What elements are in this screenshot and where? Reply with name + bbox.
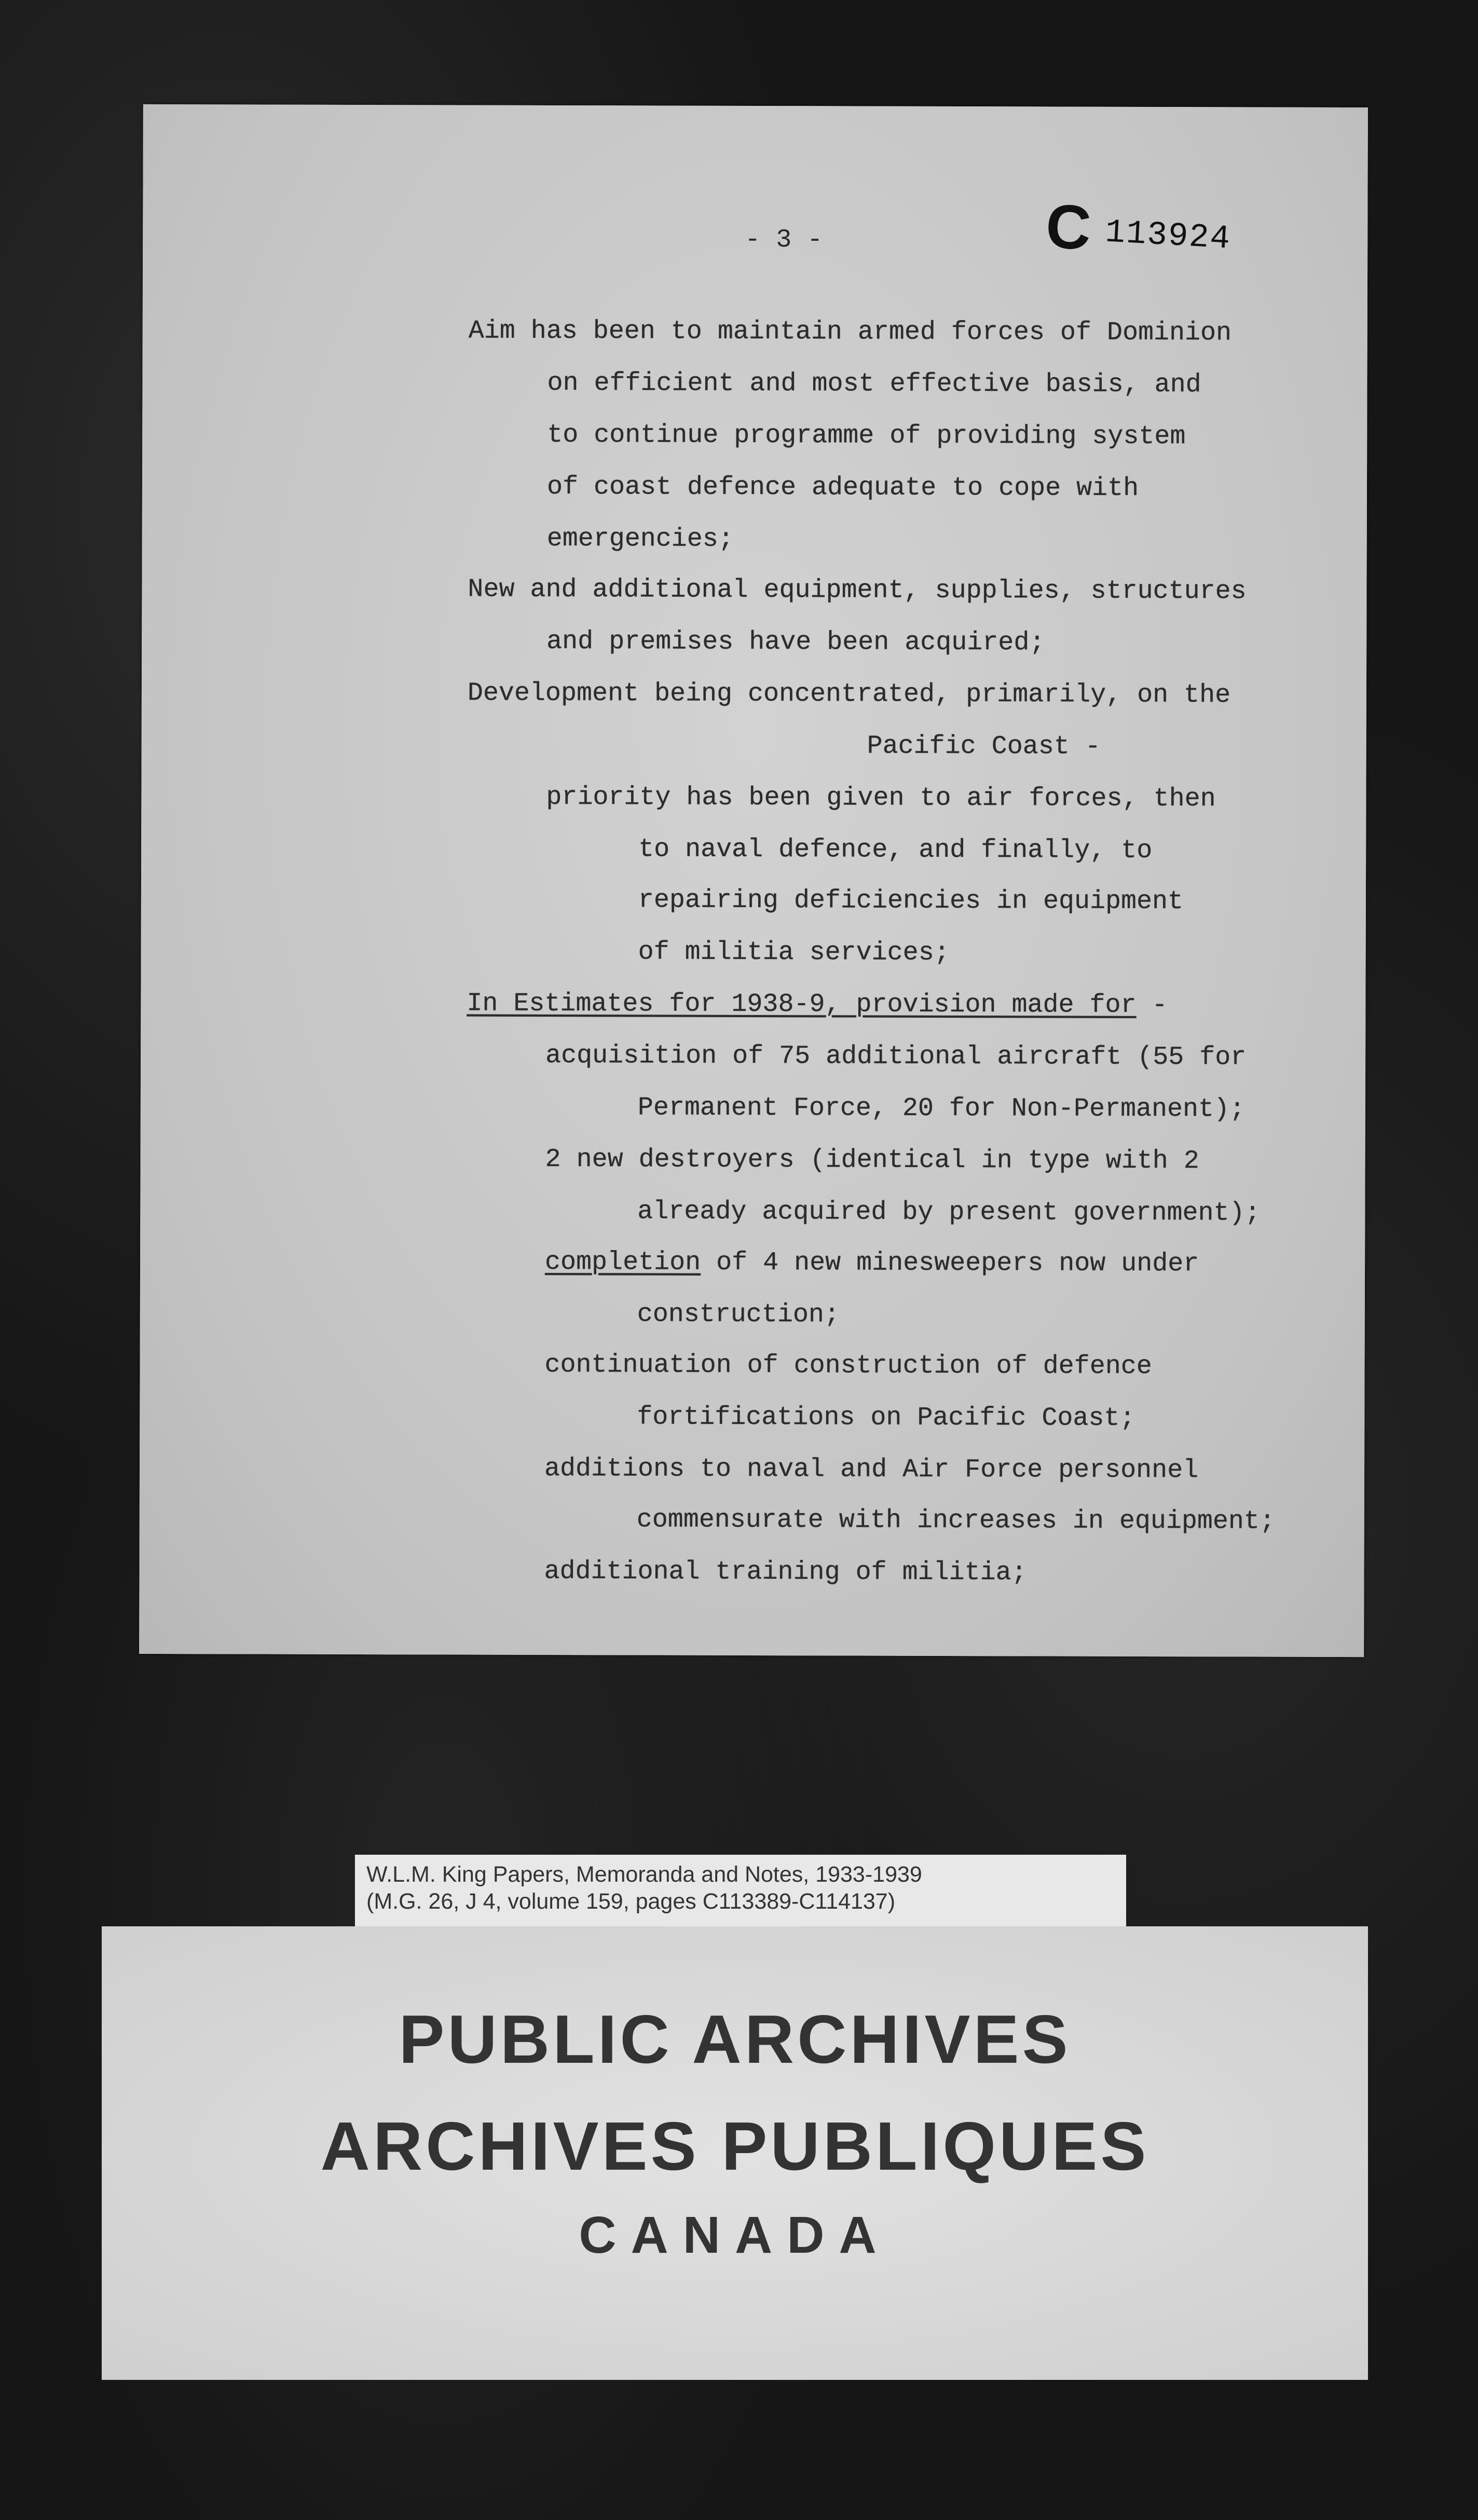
- text-line: already acquired by present government);: [637, 1197, 1261, 1228]
- collection-label-line: W.L.M. King Papers, Memoranda and Notes, 1933-1939: [366, 1862, 922, 1887]
- text-line: to continue programme of providing system: [547, 420, 1186, 452]
- text-line: to naval defence, and finally, to: [638, 834, 1153, 866]
- underlined-word: completion: [544, 1247, 701, 1278]
- public-archives-card: [102, 1926, 1368, 2380]
- text-line: continuation of construction of defence: [544, 1350, 1152, 1382]
- text-line: 2 new destroyers (identical in type with 2: [545, 1144, 1199, 1176]
- text-line: priority has been given to air forces, then: [546, 782, 1216, 814]
- stamp-number: 113924: [1104, 214, 1232, 258]
- collection-label-line: (M.G. 26, J 4, volume 159, pages C113389-C114137): [366, 1889, 896, 1914]
- text-line: emergencies;: [546, 524, 734, 554]
- archive-reference-stamp: [1044, 190, 1233, 271]
- text-line: construction;: [637, 1299, 840, 1330]
- collection-label: [355, 1855, 1126, 1926]
- text-line: additions to naval and Air Force personnel: [544, 1454, 1199, 1486]
- text-line: commensurate with increases in equipment;: [636, 1505, 1276, 1537]
- archives-title-english: PUBLIC ARCHIVES: [399, 2001, 1071, 2077]
- text-line: [545, 1247, 1199, 1280]
- typed-document-page: [139, 104, 1368, 1657]
- heading-dash: -: [1136, 990, 1168, 1021]
- text-line: [467, 989, 1167, 1022]
- archives-title-french: ARCHIVES PUBLIQUES: [320, 2108, 1149, 2184]
- text-span: of 4 new minesweepers now under: [701, 1248, 1199, 1279]
- text-line: fortifications on Pacific Coast;: [637, 1402, 1135, 1433]
- text-line: New and additional equipment, supplies, structures: [468, 574, 1247, 607]
- underlined-heading: In Estimates for 1938-9, provision made for: [467, 989, 1137, 1020]
- text-line: acquisition of 75 additional aircraft (55 for: [545, 1040, 1247, 1073]
- archives-country: CANADA: [579, 2206, 891, 2264]
- page-number: - 3 -: [745, 225, 823, 255]
- text-line: Pacific Coast -: [867, 731, 1101, 762]
- text-line: Aim has been to maintain armed forces of Dominion: [468, 316, 1232, 348]
- text-line: Permanent Force, 20 for Non-Permanent);: [637, 1093, 1246, 1125]
- text-line: of militia services;: [638, 937, 950, 968]
- stamp-letter: C: [1044, 191, 1093, 263]
- text-line: on efficient and most effective basis, and: [547, 368, 1201, 400]
- text-line: and premises have been acquired;: [546, 626, 1045, 658]
- text-line: of coast defence adequate to cope with: [546, 472, 1139, 503]
- text-line: Development being concentrated, primarily, on the: [467, 678, 1231, 710]
- text-line: repairing deficiencies in equipment: [638, 885, 1184, 917]
- text-line: additional training of militia;: [544, 1556, 1027, 1588]
